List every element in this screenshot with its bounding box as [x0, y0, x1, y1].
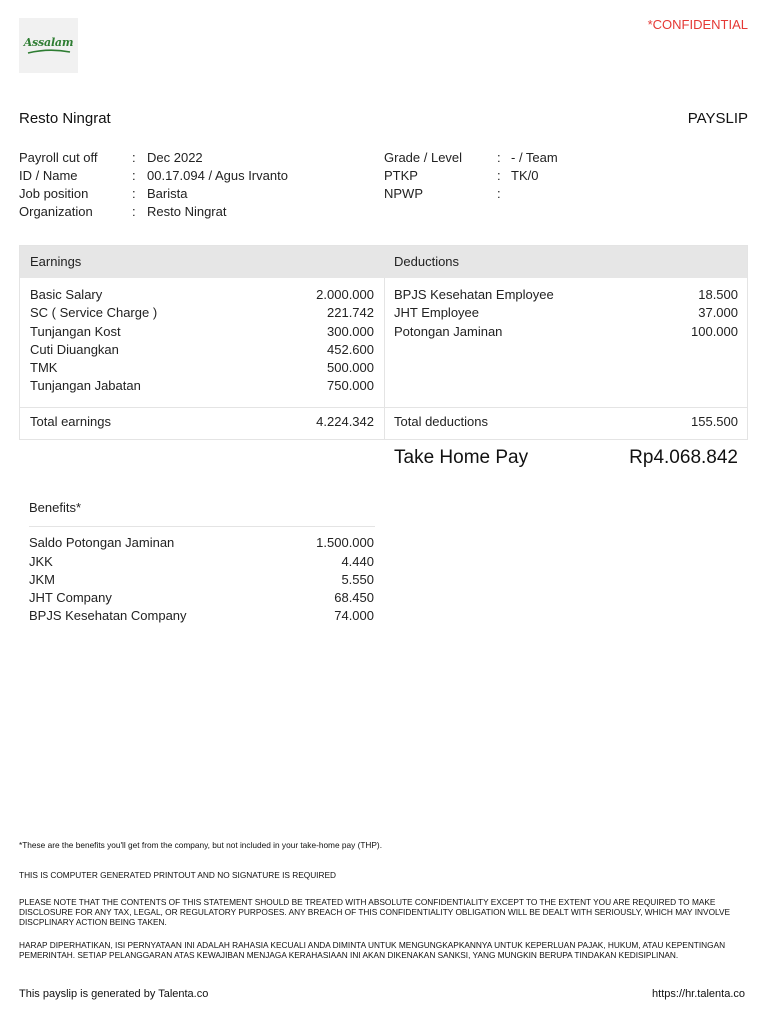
- item-name: Cuti Diuangkan: [30, 342, 119, 357]
- earning-item: [30, 304, 374, 322]
- page-title: PAYSLIP: [687, 110, 748, 127]
- company-name: Resto Ningrat: [19, 110, 111, 127]
- item-amount: 37.000: [698, 305, 738, 320]
- info-row-payroll-cutoff: [19, 149, 379, 167]
- info-colon: :: [497, 150, 501, 165]
- info-value: Resto Ningrat: [147, 204, 227, 219]
- info-row-grade-level: [384, 149, 748, 167]
- benefits-note: *These are the benefits you'll get from the company, but not included in your take-home pay (THP).: [19, 840, 382, 850]
- item-name: Tunjangan Kost: [30, 324, 121, 339]
- info-value: Barista: [147, 186, 188, 201]
- info-row-npwp: [384, 185, 748, 203]
- info-colon: :: [132, 150, 136, 165]
- item-amount: 18.500: [698, 287, 738, 302]
- confidentiality-notice-id: HARAP DIPERHATIKAN, ISI PERNYATAAN INI ADALAH RAHASIA KECUALI ANDA DIMINTA UNTUK MENGUNGKAPKANNYA UNTUK KEPERLUAN PAJAK, HUKUM, ATAU KEPENTINGAN PEMERINTAH. SETIAP PELANGGARAN ATAS KEWAJIBAN MENJAGA KERAHASIAAN INI AKAN DIKENAKAN SANKSI, YANG MUNGKIN BERUPA TINDAKAN KEDISIPLINAN.: [19, 940, 726, 960]
- logo-text: Assalam: [23, 35, 74, 49]
- item-name: BPJS Kesehatan Company: [29, 608, 187, 623]
- take-home-pay-label: Take Home Pay: [394, 447, 529, 468]
- info-colon: :: [132, 204, 136, 219]
- item-name: Basic Salary: [30, 287, 103, 302]
- confidentiality-notice-en: PLEASE NOTE THAT THE CONTENTS OF THIS STATEMENT SHOULD BE TREATED WITH ABSOLUTE CONFIDENTIALITY EXCEPT TO THE EXTENT YOU ARE REQUIRED TO MAKE DISCLOSURE FOR ANY TAX, LEGAL, OR REGULATORY PURPOSES. ANY BREACH OF THIS CONFIDENTIALITY OBLIGATION WILL BE DEALT WITH SERIOUSLY, WHICH MAY INVOLVE DISCPLINARY ACTION BEING TAKEN.: [19, 897, 731, 927]
- item-amount: 74.000: [334, 608, 374, 623]
- info-value: Dec 2022: [147, 150, 203, 165]
- item-amount: 750.000: [327, 378, 374, 393]
- column-divider: [384, 278, 385, 439]
- item-name: BPJS Kesehatan Employee: [394, 287, 554, 302]
- take-home-pay-value: Rp4.068.842: [629, 447, 738, 468]
- info-colon: :: [132, 168, 136, 183]
- item-name: JKM: [29, 572, 55, 587]
- info-label: Payroll cut off: [19, 150, 98, 165]
- item-amount: 221.742: [327, 305, 374, 320]
- total-deductions-value: 155.500: [691, 414, 738, 429]
- deduction-item: [394, 286, 738, 304]
- total-deductions-row: [394, 413, 738, 431]
- item-name: Tunjangan Jabatan: [30, 378, 141, 393]
- info-colon: :: [497, 168, 501, 183]
- item-name: Saldo Potongan Jaminan: [29, 535, 175, 550]
- item-amount: 4.440: [341, 554, 374, 569]
- info-label: PTKP: [384, 168, 418, 183]
- info-value: - / Team: [511, 150, 558, 165]
- deduction-item: [394, 323, 738, 341]
- benefit-item: [29, 534, 374, 552]
- item-name: JHT Company: [29, 590, 112, 605]
- info-label: Job position: [19, 186, 89, 201]
- item-amount: 300.000: [327, 324, 374, 339]
- benefits-divider: [29, 526, 375, 527]
- item-amount: 100.000: [691, 324, 738, 339]
- totals-divider: [20, 407, 747, 408]
- computer-generated-note: THIS IS COMPUTER GENERATED PRINTOUT AND NO SIGNATURE IS REQUIRED: [19, 870, 337, 880]
- item-name: TMK: [30, 360, 58, 375]
- earning-item: [30, 359, 374, 377]
- swoosh-icon: [26, 49, 72, 55]
- item-name: SC ( Service Charge ): [30, 305, 158, 320]
- info-colon: :: [497, 186, 501, 201]
- benefit-item: [29, 589, 374, 607]
- benefits-heading: Benefits*: [29, 500, 82, 515]
- info-label: ID / Name: [19, 168, 78, 183]
- info-label: NPWP: [384, 186, 423, 201]
- info-label: Grade / Level: [384, 150, 463, 165]
- info-value: 00.17.094 / Agus Irvanto: [147, 168, 288, 183]
- item-name: Potongan Jaminan: [394, 324, 503, 339]
- table-header: [20, 246, 747, 278]
- earning-item: [30, 286, 374, 304]
- total-earnings-row: [30, 413, 374, 431]
- item-amount: 452.600: [327, 342, 374, 357]
- total-earnings-label: Total earnings: [30, 414, 111, 429]
- info-colon: :: [132, 186, 136, 201]
- benefit-item: [29, 607, 374, 625]
- deductions-heading: Deductions: [394, 254, 460, 269]
- info-row-id-name: [19, 167, 379, 185]
- earning-item: [30, 341, 374, 359]
- total-earnings-value: 4.224.342: [316, 414, 374, 429]
- info-row-job-position: [19, 185, 379, 203]
- confidential-label: *CONFIDENTIAL: [647, 17, 748, 32]
- item-name: JKK: [29, 554, 53, 569]
- benefit-item: [29, 553, 374, 571]
- company-logo: [19, 18, 78, 73]
- item-amount: 500.000: [327, 360, 374, 375]
- item-amount: 1.500.000: [316, 535, 374, 550]
- info-value: TK/0: [511, 168, 539, 183]
- info-label: Organization: [19, 204, 93, 219]
- item-amount: 2.000.000: [316, 287, 374, 302]
- deduction-item: [394, 304, 738, 322]
- item-amount: 5.550: [341, 572, 374, 587]
- earning-item: [30, 377, 374, 395]
- talenta-link[interactable]: https://hr.talenta.co: [652, 988, 745, 1000]
- generated-by-text: This payslip is generated by Talenta.co: [19, 988, 209, 1000]
- info-row-ptkp: [384, 167, 748, 185]
- earning-item: [30, 323, 374, 341]
- info-row-organization: [19, 203, 379, 221]
- item-amount: 68.450: [334, 590, 374, 605]
- item-name: JHT Employee: [394, 305, 480, 320]
- total-deductions-label: Total deductions: [394, 414, 488, 429]
- benefit-item: [29, 571, 374, 589]
- earnings-heading: Earnings: [30, 254, 82, 269]
